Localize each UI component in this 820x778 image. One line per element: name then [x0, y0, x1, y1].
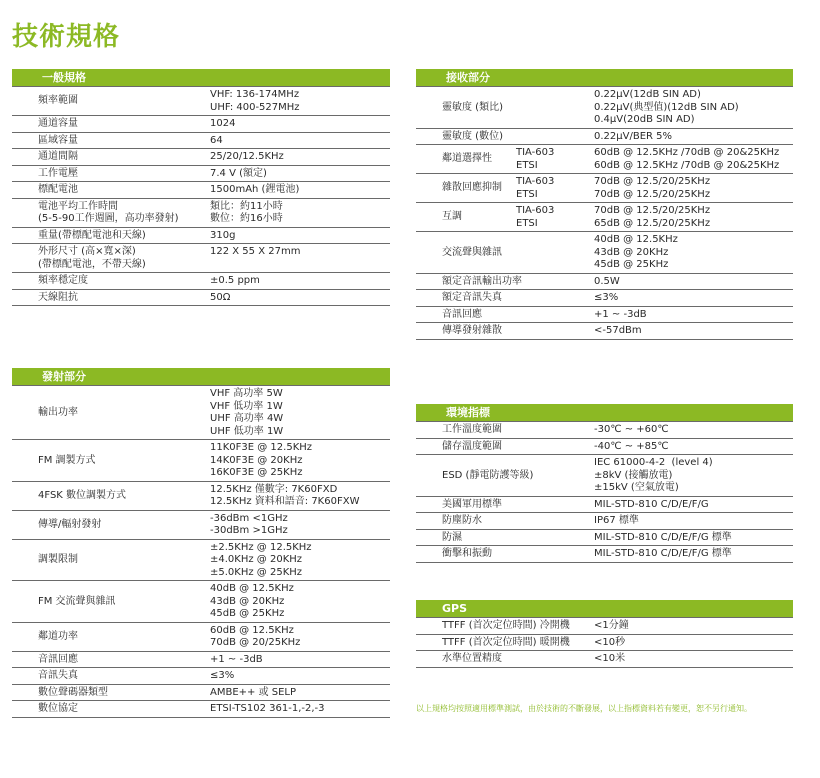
general-label: 頻率穩定度: [38, 275, 88, 286]
receive-row: [416, 323, 793, 340]
transmit-value: +1 ~ -3dB: [210, 653, 263, 665]
transmit-value: 40dB @ 12.5KHz 43dB @ 20KHz 45dB @ 25KHz: [210, 583, 294, 619]
general-value: 122 X 55 X 27mm: [210, 246, 301, 257]
receive-row: [416, 274, 793, 291]
receive-row: [416, 86, 793, 129]
general-value: 64: [210, 134, 223, 146]
gps-section: [416, 600, 793, 668]
general-label: 頻率範圍: [38, 95, 78, 107]
general-row: [12, 273, 390, 290]
transmit-row: [12, 623, 390, 652]
environment-section: [416, 404, 793, 563]
transmit-value: ≤3%: [210, 670, 235, 681]
transmit-row: [12, 482, 390, 511]
general-specs-section: [12, 69, 390, 306]
gps-label: TTFF (首次定位時間) 冷開機: [442, 620, 570, 631]
gps-label: 水準位置精度: [442, 653, 502, 664]
receive-standard: [516, 87, 594, 128]
transmit-label: 傳導/輻射發射: [38, 518, 102, 530]
environment-value: IP67 標準: [594, 515, 639, 526]
receive-value: <-57dBm: [594, 325, 642, 336]
gps-value: <10秒: [594, 636, 626, 648]
environment-label: 儲存溫度範圍: [442, 440, 502, 452]
transmit-value: 11K0F3E @ 12.5KHz 14K0F3E @ 20KHz 16K0F3E @ 25KHz: [210, 442, 313, 478]
environment-label: 工作溫度範圍: [442, 424, 502, 435]
general-value: 1500mAh (鋰電池): [210, 184, 300, 195]
general-row: [12, 182, 390, 199]
gps-value: <1分鐘: [594, 620, 629, 631]
environment-value: -30℃ ~ +60℃: [594, 424, 669, 435]
general-label: 通道容量: [38, 118, 78, 129]
receive-value: 40dB @ 12.5KHz 43dB @ 20KHz 45dB @ 25KHz: [594, 234, 678, 270]
general-row: [12, 149, 390, 166]
receive-standard: TIA-603 ETSI: [516, 176, 555, 200]
transmit-label: 數位協定: [38, 703, 78, 714]
receive-label: 音訊回應: [442, 308, 482, 320]
receive-row: [416, 290, 793, 307]
transmit-row: [12, 581, 390, 623]
receive-standard: [516, 307, 594, 323]
gps-row: [416, 635, 793, 652]
environment-row: [416, 513, 793, 530]
gps-label: TTFF (首次定位時間) 暖開機: [442, 636, 570, 648]
transmit-label: 調製限制: [38, 554, 78, 565]
transmit-row: [12, 668, 390, 685]
transmit-header: 發射部分: [12, 368, 390, 385]
gps-value: <10米: [594, 653, 626, 664]
receive-value: 70dB @ 12.5/20/25KHz 70dB @ 12.5/20/25KHz: [594, 176, 711, 200]
gps-row: [416, 651, 793, 668]
receive-standard: [516, 290, 594, 306]
transmit-value: VHF 高功率 5W VHF 低功率 1W UHF 高功率 4W UHF 低功率 1W: [210, 388, 284, 437]
gps-row: [416, 617, 793, 635]
transmit-row: [12, 540, 390, 582]
receive-row: [416, 203, 793, 232]
gps-header: GPS: [416, 600, 793, 617]
general-value: 1024: [210, 118, 236, 129]
environment-label: 防濕: [442, 531, 462, 543]
general-row: [12, 199, 390, 228]
transmit-section: [12, 368, 390, 718]
receive-standard: TIA-603 ETSI: [516, 205, 555, 229]
receive-label: 鄰道選擇性: [442, 153, 492, 165]
transmit-value: 60dB @ 12.5KHz 70dB @ 20/25KHz: [210, 624, 301, 648]
general-label: 重量(帶標配電池和天線): [38, 229, 146, 241]
environment-row: [416, 439, 793, 456]
receive-label: 額定音訊失真: [442, 292, 502, 303]
receive-label: 靈敏度 (數位): [442, 130, 503, 142]
environment-value: IEC 61000-4-2 (level 4) ±8kV (接觸放電) ±15kV (空氣放電): [594, 457, 713, 493]
general-label: 通道間隔: [38, 151, 78, 162]
transmit-label: 音訊回應: [38, 653, 78, 665]
receive-label: 交流聲與雜訊: [442, 246, 502, 258]
general-specs-header: 一般規格: [12, 69, 390, 86]
transmit-row: [12, 511, 390, 540]
receive-value: 0.22μV(12dB SIN AD) 0.22μV(典型值)(12dB SIN AD) 0.4μV(20dB SIN AD): [594, 89, 739, 125]
environment-value: -40℃ ~ +85℃: [594, 440, 669, 452]
receive-value: 0.5W: [594, 275, 620, 287]
general-row: [12, 228, 390, 245]
transmit-row: [12, 701, 390, 718]
transmit-label: 數位聲碼器類型: [38, 686, 108, 698]
receive-value: 70dB @ 12.5/20/25KHz 65dB @ 12.5/20/25KHz: [594, 205, 711, 229]
transmit-label: 音訊失真: [38, 670, 78, 681]
environment-label: 美國軍用標準: [442, 498, 502, 510]
receive-section: [416, 69, 793, 340]
receive-row: [416, 129, 793, 146]
transmit-row: [12, 385, 390, 440]
transmit-value: ±2.5KHz @ 12.5KHz ±4.0KHz @ 20KHz ±5.0KHz @ 25KHz: [210, 541, 312, 578]
general-value: 類比：約11小時 數位：約16小時: [210, 200, 283, 224]
transmit-label: 4FSK 數位調製方式: [38, 489, 127, 501]
environment-header: 環境指標: [416, 404, 793, 421]
receive-row: [416, 232, 793, 274]
environment-label: 防塵防水: [442, 515, 482, 526]
receive-value: ≤3%: [594, 292, 619, 303]
receive-standard: [516, 274, 594, 290]
receive-value: 60dB @ 12.5KHz /70dB @ 20&25KHz 60dB @ 12.5KHz /70dB @ 20&25KHz: [594, 147, 780, 171]
receive-label: 額定音訊輸出功率: [442, 275, 522, 287]
environment-label: ESD (靜電防護等級): [442, 469, 534, 481]
receive-row: [416, 307, 793, 324]
environment-value: MIL-STD-810 C/D/E/F/G: [594, 498, 709, 510]
environment-value: MIL-STD-810 C/D/E/F/G 標準: [594, 548, 732, 559]
general-row: [12, 244, 390, 273]
transmit-label: 輸出功率: [38, 406, 78, 418]
environment-row: [416, 497, 793, 514]
general-label: 工作電壓: [38, 167, 78, 179]
receive-label: 雜散回應抑制: [442, 182, 502, 194]
transmit-value: AMBE++ 或 SELP: [210, 686, 297, 698]
receive-value: +1 ~ -3dB: [594, 308, 647, 320]
general-label: 區域容量: [38, 134, 78, 146]
receive-standard: [516, 232, 594, 273]
environment-row: [416, 546, 793, 563]
general-value: ±0.5 ppm: [210, 275, 260, 286]
receive-row: [416, 145, 793, 174]
environment-row: [416, 530, 793, 547]
receive-label: 傳導發射雜散: [442, 325, 502, 336]
general-value: 310g: [210, 229, 236, 241]
receive-standard: [516, 323, 594, 339]
environment-row: [416, 455, 793, 497]
transmit-value: ETSI-TS102 361-1,-2,-3: [210, 703, 325, 714]
transmit-label: FM 調製方式: [38, 454, 96, 466]
general-value: 7.4 V (額定): [210, 167, 267, 179]
general-value: 25/20/12.5KHz: [210, 151, 284, 162]
footnote: 以上規格均按照適用標準測試，由於技術的不斷發展，以上指標資料若有變更，恕不另行通知。: [416, 704, 752, 713]
environment-row: [416, 421, 793, 439]
general-label: 電池平均工作時間 (5-5-90工作週圖，高功率發射): [38, 200, 179, 224]
general-value: VHF: 136-174MHz UHF: 400-527MHz: [210, 89, 300, 113]
general-row: [12, 166, 390, 183]
transmit-value: 12.5KHz 僅數字: 7K60FXD 12.5KHz 資料和語音: 7K60FXW: [210, 483, 360, 507]
transmit-label: 鄰道功率: [38, 630, 78, 642]
receive-row: [416, 174, 793, 203]
general-row: [12, 290, 390, 307]
general-row: [12, 133, 390, 150]
general-label: 標配電池: [38, 184, 78, 195]
environment-label: 衝擊和振動: [442, 548, 492, 559]
general-row: [12, 86, 390, 116]
receive-standard: TIA-603 ETSI: [516, 147, 555, 171]
general-row: [12, 116, 390, 133]
receive-header: 接收部分: [416, 69, 793, 86]
general-label: 外形尺寸 (高×寬×深) (帶標配電池，不帶天線): [38, 246, 146, 270]
transmit-row: [12, 440, 390, 482]
environment-value: MIL-STD-810 C/D/E/F/G 標準: [594, 531, 732, 543]
receive-value: 0.22μV/BER 5%: [594, 130, 673, 142]
transmit-row: [12, 652, 390, 669]
page-title: 技術規格: [12, 22, 121, 52]
general-label: 天線阻抗: [38, 291, 78, 303]
receive-label: 靈敏度 (類比): [442, 101, 503, 113]
transmit-label: FM 交流聲與雜訊: [38, 595, 116, 607]
transmit-row: [12, 685, 390, 702]
receive-label: 互調: [442, 211, 462, 223]
receive-standard: [516, 129, 594, 145]
general-value: 50Ω: [210, 291, 231, 303]
transmit-value: -36dBm <1GHz -30dBm >1GHz: [210, 512, 288, 536]
